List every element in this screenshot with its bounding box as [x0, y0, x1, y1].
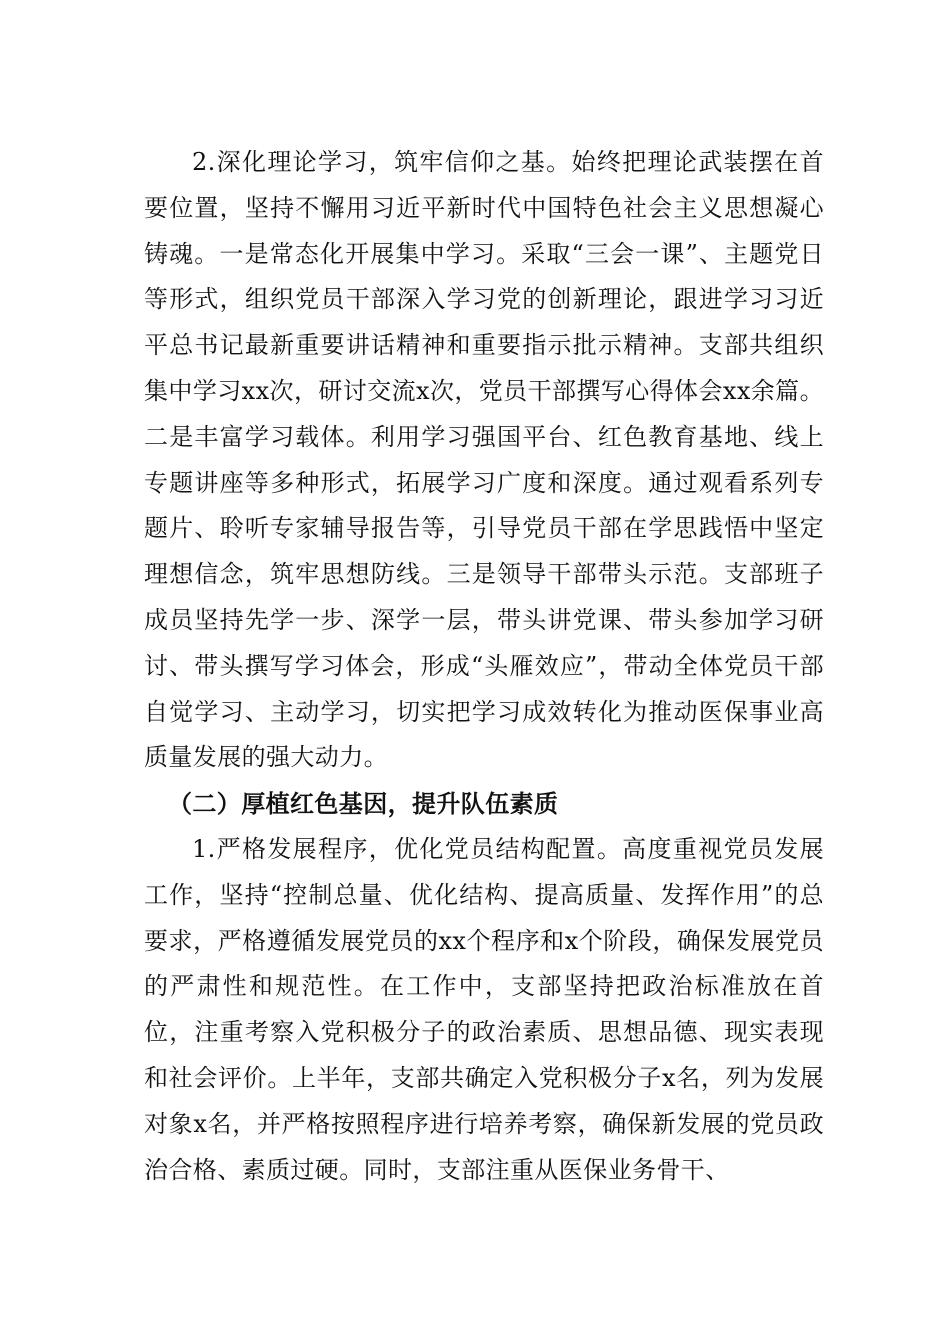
- paragraph-theory-study: 2.深化理论学习，筑牢信仰之基。始终把理论武装摆在首要位置，坚持不懈用习近平新时代中国特色社会主义思想凝心铸魂。一是常态化开展集中学习。采取“三会一课”、主题党日等形式，组织党员干部深入学习党的创新理论，跟进学习习近平总书记最新重要讲话精神和重要指示批示精神。支部共组织集中学习xx次，研讨交流x次，党员干部撰写心得体会xx余篇。二是丰富学习载体。利用学习强国平台、红色教育基地、线上专题讲座等多种形式，拓展学习广度和深度。通过观看系列专题片、聆听专家辅导报告等，引导党员干部在学思践悟中坚定理想信念，筑牢思想防线。三是领导干部带头示范。支部班子成员坚持先学一步、深学一层，带头讲党课、带头参加学习研讨、带头撰写学习体会，形成“头雁效应”，带动全体党员干部自觉学习、主动学习，切实把学习成效转化为推动医保事业高质量发展的强大动力。: [144, 148, 824, 772]
- paragraph-member-development: 1.严格发展程序，优化党员结构配置。高度重视党员发展工作，坚持“控制总量、优化结构、提高质量、发挥作用”的总要求，严格遵循发展党员的xx个程序和x个阶段，确保发展党员的严肃性和规范性。在工作中，支部坚持把政治标准放在首位，注重考察入党积极分子的政治素质、思想品德、现实表现和社会评价。上半年，支部共确定入党积极分子x名，列为发展对象x名，并严格按照程序进行培养考察，确保新发展的党员政治合格、素质过硬。同时，支部注重从医保业务骨干、: [144, 834, 824, 1184]
- document-body: [144, 140, 824, 1193]
- section-heading: （二）厚植红色基因，提升队伍素质: [168, 789, 559, 819]
